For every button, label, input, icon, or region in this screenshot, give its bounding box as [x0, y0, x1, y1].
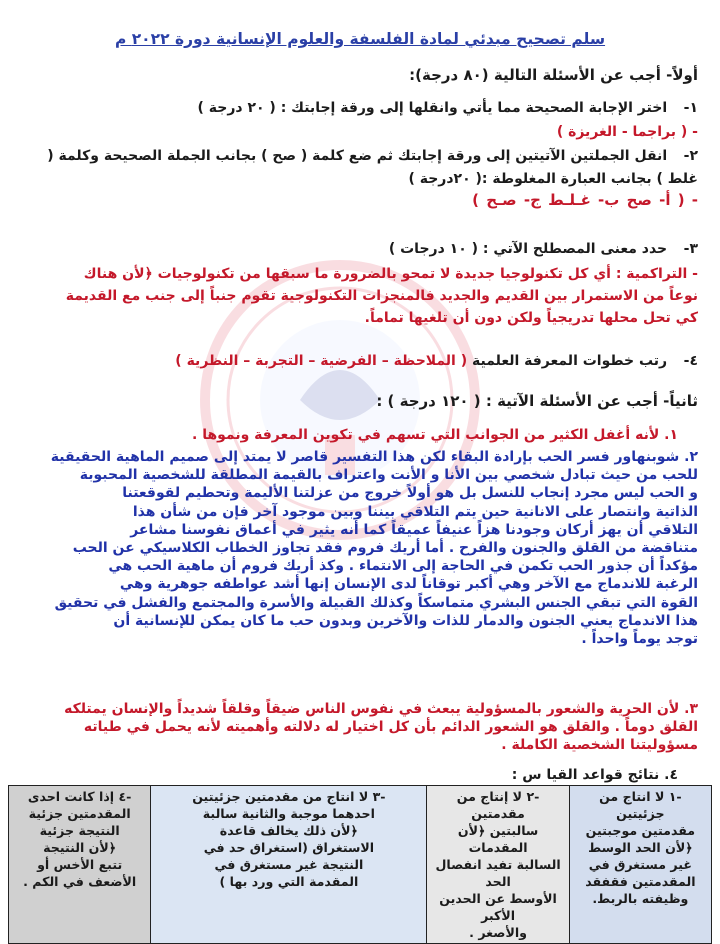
- q2-number: ٢-: [683, 148, 698, 164]
- rule-line: ﴿لأن الحد الوسط: [588, 840, 693, 855]
- rule-line: الاستغراق (استغراق حد في: [203, 840, 375, 855]
- rule-line: والأصغر .: [469, 925, 527, 940]
- rule-line: احدهما موجبة والثانية سالبة: [202, 806, 375, 821]
- rule-line: مقدمتين موجبتين: [585, 823, 696, 838]
- rule-line: -٤ إذا كانت احدى: [27, 789, 132, 804]
- answer3-line: القلق دوماً . والقلق هو الشعور الدائم بأن كل اختيار له دلالته وأهميته لأنه يحمل في طياته: [83, 719, 698, 736]
- q4-line: [175, 352, 698, 370]
- rule-line: تتبع الأخس أو: [37, 857, 123, 872]
- rule-cell-3: [151, 786, 427, 944]
- answer2-line: التلاقي أن يهز أركان وجودنا هزاً عنيفاً عميقاً كما أنه يثير في أعماق نفوسنا مشاعر: [130, 521, 698, 538]
- q4-number: ٤-: [683, 353, 698, 369]
- q1-text: اختر الإجابة الصحيحة مما يأتي وانقلها إلى ورقة إجابتك : ( ٢٠ درجة ): [197, 100, 668, 116]
- rule-line: ﴿لأن ذلك يخالف قاعدة: [219, 823, 358, 838]
- q3-text: حدد معنى المصطلح الآتي : ( ١٠ درجات ): [388, 241, 668, 257]
- q2-answer: - ( أ- صح ب- غـلـط ج- صـح ): [472, 191, 698, 209]
- rule-line: ﴿لأن النتيجة: [43, 840, 117, 855]
- part2-answer-3: [26, 700, 698, 755]
- rule-line: المقدمة التي ورد بها ): [219, 874, 359, 889]
- answer2-line: توجد يوماً واحداً .: [581, 631, 698, 648]
- answer3-line: مسؤوليتنا الشخصية الكاملة .: [501, 737, 698, 754]
- rule-line: سالبتين ﴿لأن المقدمات: [457, 823, 539, 855]
- q4-answer: ( الملاحظة – الفرضية – التجربة – النظرية ): [175, 353, 468, 369]
- q2-text-2: غلط ) بجانب العبارة المغلوطة :( ٢٠درجة ): [408, 171, 698, 187]
- q1-number: ١-: [683, 100, 698, 116]
- rule-line: المقدمتين جزئية: [28, 806, 131, 821]
- rule-line: -١ لا انتاج من جزئيتين: [599, 789, 682, 821]
- q2-text-1: انقل الجملتين الآتيتين إلى ورقة إجابتك ثم ضع كلمة ( صح ) بجانب الجملة الصحيحة وكلمة (: [47, 148, 668, 164]
- rule-line: السالبة تفيد انفصال الحد: [435, 857, 561, 889]
- rule-line: الأضعف في الكم .: [23, 874, 137, 889]
- rule-line: وظيفته بالربط.: [592, 891, 689, 906]
- answer2-line: القوة التي تبقي الجنس البشري متماسكاً وكذلك القبيلة والأسرة والمجتمع والفشل في تحقيق: [54, 594, 698, 611]
- q4-text: رتب خطوات المعرفة العلمية: [472, 353, 668, 369]
- rule-line: -٢ لا إنتاج من مقدمتين: [456, 789, 540, 821]
- q2-line1: [47, 147, 698, 165]
- rule-line: النتيجة جزئية: [39, 823, 120, 838]
- rule-line: المقدمتين فقفقد: [585, 874, 696, 889]
- q3-answer-line-2: نوعاً من الاستمرار بين القديم والجديد فالمنجزات التكنولوجية تقوم جنباً إلى جنب مع القديمة: [65, 288, 698, 304]
- q1-line: [197, 99, 698, 117]
- q3-number: ٣-: [683, 241, 698, 257]
- part1-heading: أولاً- أجب عن الأسئلة التالية (٨٠ درجة):: [409, 66, 698, 84]
- page-title: سلم تصحيح مبدئي لمادة الفلسفة والعلوم الإنسانية دورة ٢٠٢٢ م: [114, 30, 606, 48]
- answer3-line: ٣. لأن الحرية والشعور بالمسؤولية يبعث في نفوس الناس ضيقاً وقلقاً شديداً والإنسان يمتلكه: [64, 701, 698, 717]
- rule-line: -٣ لا انتاج من مقدمتين جزئيتين: [192, 789, 386, 804]
- q3-answer-line-1: - التراكمية : أي كل تكنولوجيا جديدة لا تمحو بالضرورة ما سبقها من تكنولوجيات ﴿لأن هناك: [83, 266, 698, 282]
- part2-answer-1: ١. لأنه أغفل الكثير من الجوانب التي تسهم في تكوين المعرفة ونموها .: [192, 427, 678, 443]
- q1-answer: - ( براجما - الغريزة ): [556, 124, 698, 140]
- rule-line: الأوسط عن الحدين الأكبر: [439, 891, 557, 923]
- part2-answer-2: [26, 448, 698, 648]
- answer2-line: هذا الاندماج يعني الجنون والدمار للذات والآخرين وبدون حب ما كان يمكن للإنسانية أن: [113, 612, 698, 629]
- part2-heading: ثانياً- أجب عن الأسئلة الآتية : ( ١٢٠ درجة ) :: [376, 392, 698, 410]
- syllogism-rules-table: [8, 785, 712, 944]
- rule-cell-1: [569, 786, 711, 944]
- answer2-line: للحب من حيث تبادل شخصي بين الأنا و الأنت واعتراف بالقيمة المطلقة للشخصية المحبوبة: [79, 467, 698, 484]
- rule-cell-2: [427, 786, 569, 944]
- answer2-line: و الحب ليس مجرد إنجاب للنسل بل هو أولاً خروج من عزلتنا الأليمة وتحطيم لقوقعتنا: [122, 485, 698, 502]
- rule-cell-4: [9, 786, 151, 944]
- rule-line: النتيجة غير مستغرق في: [214, 857, 364, 872]
- answer2-line: الرغبة للاندماج مع الآخر وهي أكبر توقاناً لدى الإنسان إنها أشد عواطفه جوهرية وهي: [119, 576, 698, 593]
- q3-answer-line-3: كي تحل محلها تدريجياً ولكن دون أن تلغيها تماماً.: [364, 310, 698, 326]
- answer2-line: مؤكداً أن جذور الحب تكمن في الحاجة إلى الانتماء . وكذ أريك فروم أن ماهية الحب هي: [108, 558, 698, 575]
- part2-answer-4-heading: ٤. نتائج قواعد القيا س :: [511, 767, 678, 783]
- q3-line: [389, 240, 698, 258]
- answer2-line: ٢. شوبنهاور فسر الحب بإرادة البقاء لكن هذا التفسير قاصر لا يمتد إلى صميم الماهية الحقيقية: [50, 449, 698, 465]
- answer2-line: متناقضة من القلق والجنون والفرح . أما أريك فروم فقد تجاوز الخطاب الكلاسيكي عن الحب: [72, 540, 698, 557]
- answer2-line: الذاتية وانتصار على الانانية حين يتم التلاقي بيننا وبين موجود آخر فإن من شأن هذا: [132, 503, 698, 520]
- rule-line: غير مستغرق في: [588, 857, 692, 872]
